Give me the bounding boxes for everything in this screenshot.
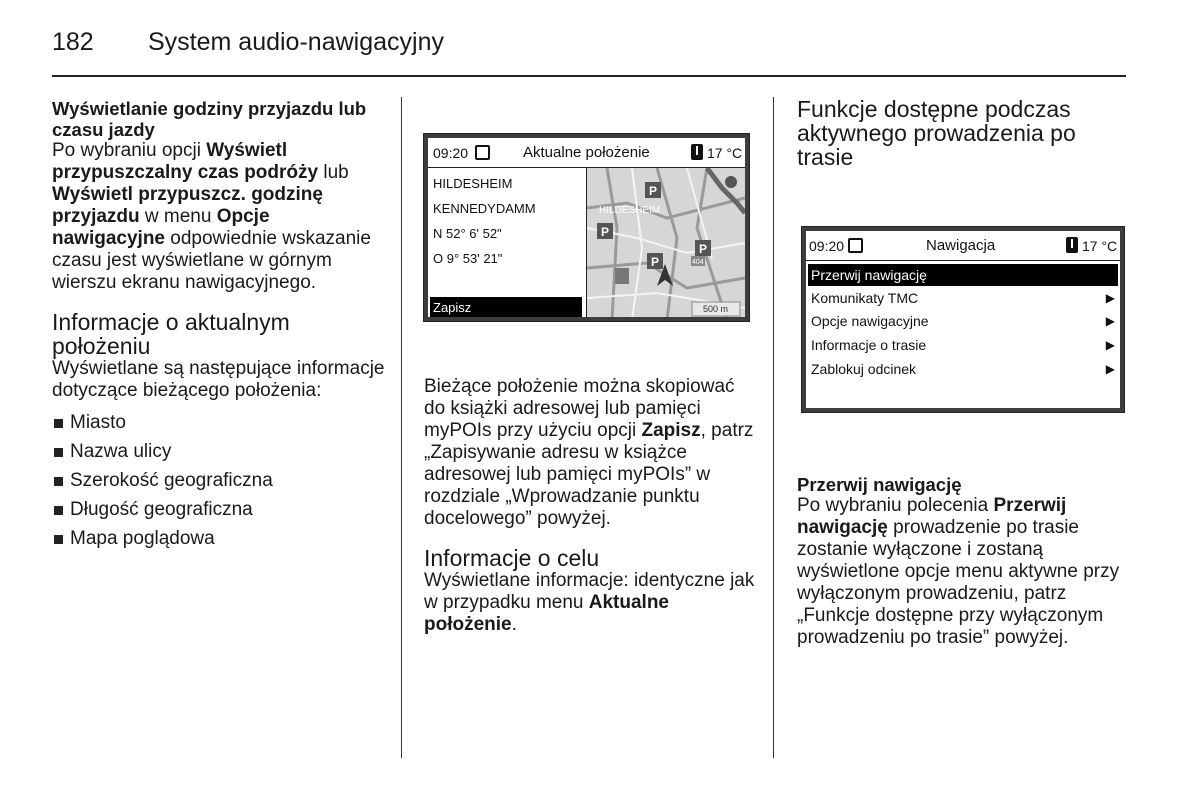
chevron-right-icon: ▶: [1105, 362, 1115, 376]
road-number: 404: [692, 259, 704, 266]
column-1: [52, 98, 387, 553]
svg-text:P: P: [699, 242, 708, 256]
list-item: Długość geograficzna: [52, 495, 387, 524]
screen-current-position: [423, 133, 750, 322]
section-heading: Informacje o celu: [424, 545, 600, 571]
paragraph: Po wybraniu polecenia Przerwij nawigację prowadzenie po trasie zostanie wyłączone i zostaną wyświetlone opcje menu aktywne przy wyłączonym prowadzeniu, patrz „Funkcje dostępne przy wyłączonym prowadzeniu po trasie” powyżej.: [797, 495, 1120, 648]
list-item: Miasto: [52, 408, 387, 437]
position-info: [428, 168, 587, 317]
section-heading: Przerwij nawigację: [797, 474, 962, 495]
chevron-right-icon: ▶: [1105, 338, 1115, 352]
list-item: Szerokość geograficzna: [52, 466, 387, 495]
menu-item-block-segment[interactable]: Zablokuj odcinek ▶: [808, 358, 1118, 380]
column-3-text: [797, 474, 1127, 649]
thermometer-icon: [691, 144, 703, 160]
paragraph: Wyświetlane informacje: identyczne jak w przypadku menu Aktualne położenie.: [424, 570, 755, 635]
list-item: Nazwa ulicy: [52, 437, 387, 466]
section-heading: Informacje o aktualnym położeniu: [52, 309, 290, 359]
bullet-list: [52, 408, 387, 553]
menu-item-tmc[interactable]: Komunikaty TMC ▶: [808, 287, 1118, 309]
column-divider: [401, 97, 402, 758]
screen-display: [428, 138, 745, 317]
menu-item-route-info[interactable]: Informacje o trasie ▶: [808, 334, 1118, 356]
chevron-right-icon: ▶: [1105, 291, 1115, 305]
list-item: Mapa poglądowa: [52, 524, 387, 553]
svg-text:P: P: [649, 184, 658, 198]
longitude: O 9° 53' 21": [433, 251, 503, 266]
page-number: 182: [52, 28, 94, 56]
clock-icon: [848, 238, 863, 253]
chevron-right-icon: ▶: [1105, 314, 1115, 328]
screen-navigation-menu: [801, 226, 1125, 413]
status-bar: [806, 231, 1120, 261]
city: HILDESHEIM: [433, 176, 513, 191]
column-divider: [773, 97, 774, 758]
paragraph: Bieżące położenie można skopiować do książki adresowej lub pamięci myPOIs przy użyciu opcji Zapisz, patrz „Zapisywanie adresu w książce adresowej lub pamięci myPOIs” w rozdziale „Wprowadzanie punktu docelowego” powyżej.: [424, 376, 754, 529]
temperature: 17 °C: [707, 145, 743, 161]
clock-time: 09:20: [809, 238, 845, 254]
menu-item-navigation-options[interactable]: Opcje nawigacyjne ▶: [808, 310, 1118, 332]
thermometer-icon: [1066, 237, 1078, 253]
menu-item-stop-navigation[interactable]: Przerwij nawigację: [808, 264, 1118, 286]
section-heading: Wyświetlanie godziny przyjazdu lub czasu jazdy: [52, 98, 367, 140]
column-2: [424, 376, 759, 636]
clock-time: 09:20: [433, 145, 469, 161]
save-button[interactable]: Zapisz: [430, 297, 582, 317]
latitude: N 52° 6' 52": [433, 226, 502, 241]
paragraph: Wyświetlane są następujące informacje dotyczące bieżącego położenia:: [52, 358, 385, 401]
page-title: System audio-nawigacyjny: [148, 28, 444, 56]
svg-text:P: P: [601, 225, 610, 239]
map-label: HILDESHEIM: [599, 205, 661, 216]
svg-text:P: P: [651, 255, 660, 269]
clock-icon: [475, 145, 490, 160]
paragraph: Po wybraniu opcji Wyświetl przypuszczalny czas podróży lub Wyświetl przypuszcz. godzinę przyjazdu w menu Opcje nawigacyjne odpowiednie wskazanie czasu jest wyświetlane w górnym wierszu ekranu nawigacyjnego.: [52, 140, 371, 293]
section-heading: Funkcje dostępne podczas aktywnego prowadzenia po trasie: [797, 96, 1076, 170]
overview-map: [587, 168, 745, 317]
temperature: 17 °C: [1082, 238, 1118, 254]
header-rule: [52, 75, 1126, 77]
screen-title: Aktualne położenie: [523, 144, 650, 161]
screen-display: [806, 231, 1120, 408]
street: KENNEDYDAMM: [433, 201, 536, 216]
map-scale: 500 m: [703, 304, 729, 314]
screen-title: Nawigacja: [926, 237, 996, 254]
status-bar: [428, 138, 745, 168]
